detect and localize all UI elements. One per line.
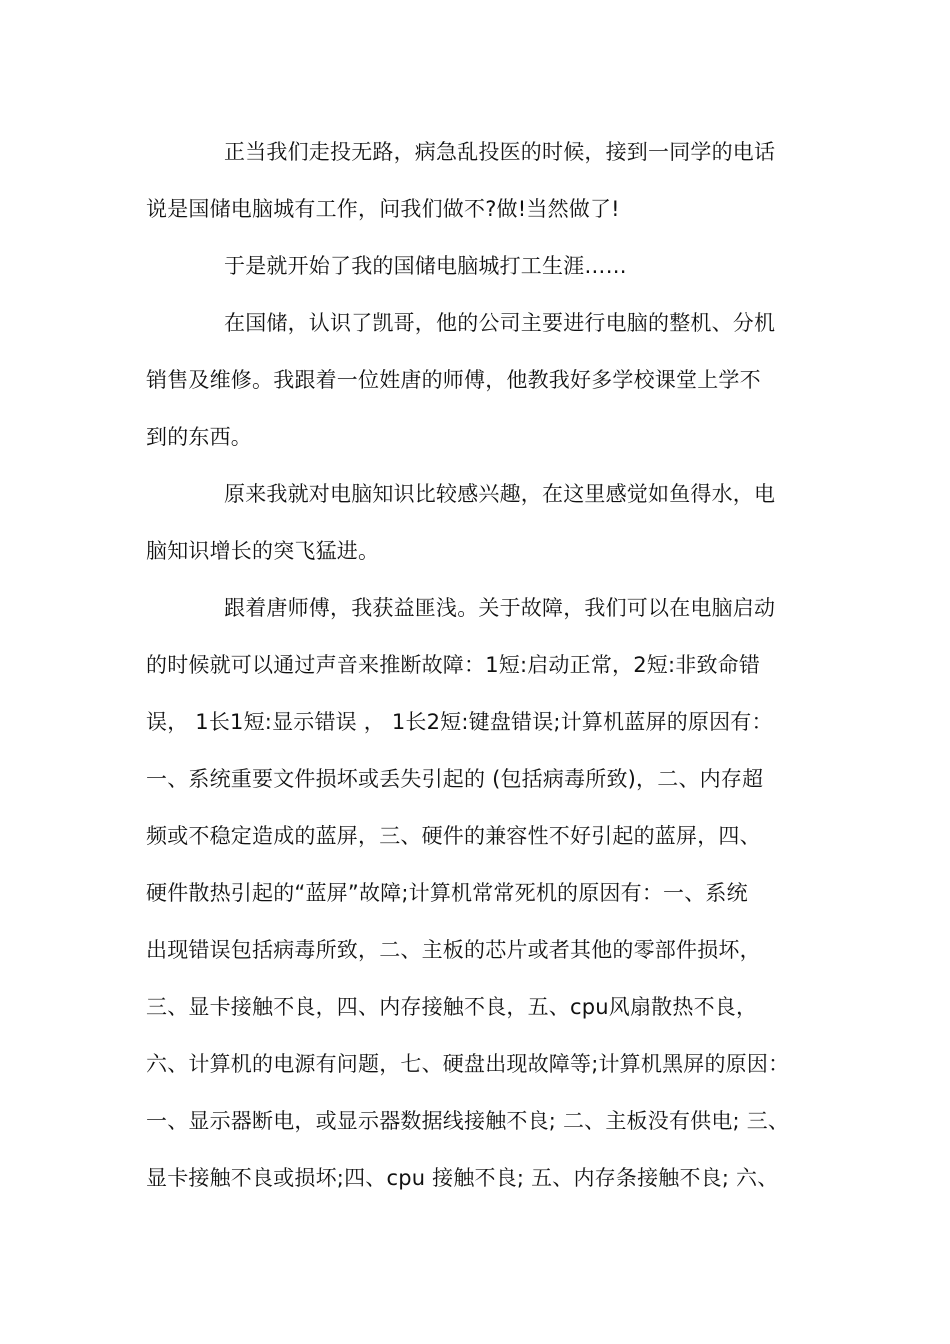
- paragraph-3-line-1: 在国储，认识了凯哥，他的公司主要进行电脑的整机、分机: [224, 311, 776, 335]
- paragraph-5-line-10: 一、显示器断电，或显示器数据线接触不良; 二、主板没有供电; 三、: [146, 1109, 790, 1133]
- paragraph-2-line-1: 于是就开始了我的国储电脑城打工生涯……: [224, 254, 627, 278]
- paragraph-1-line-1: 正当我们走投无路，病急乱投医的时候，接到一同学的电话: [224, 140, 776, 164]
- paragraph-5-line-7: 出现错误包括病毒所致，二、主板的芯片或者其他的零部件损坏，: [146, 938, 761, 962]
- paragraph-4-line-1: 原来我就对电脑知识比较感兴趣，在这里感觉如鱼得水，电: [224, 482, 776, 506]
- paragraph-5-line-9: 六、计算机的电源有问题，七、硬盘出现故障等;计算机黑屏的原因：: [146, 1052, 790, 1076]
- paragraph-5-line-1: 跟着唐师傅，我获益匪浅。关于故障，我们可以在电脑启动: [224, 596, 776, 620]
- paragraph-5-line-8: 三、显卡接触不良，四、内存接触不良，五、cpu风扇散热不良，: [146, 995, 758, 1019]
- paragraph-5-line-2: 的时候就可以通过声音来推断故障：1短:启动正常，2短:非致命错: [146, 653, 761, 677]
- document-body: [146, 124, 818, 1207]
- paragraph-5-line-11: 显卡接触不良或损坏;四、cpu 接触不良; 五、内存条接触不良; 六、: [146, 1166, 779, 1190]
- paragraph-3-line-3: 到的东西。: [146, 425, 252, 449]
- paragraph-5-line-4: 一、系统重要文件损坏或丢失引起的 (包括病毒所致)，二、内存超: [146, 767, 764, 791]
- paragraph-1-line-2: 说是国储电脑城有工作，问我们做不?做!当然做了!: [146, 197, 620, 221]
- paragraph-5-line-5: 频或不稳定造成的蓝屏，三、硬件的兼容性不好引起的蓝屏，四、: [146, 824, 761, 848]
- paragraph-5-line-3: 误， 1长1短:显示错误 ， 1长2短:键盘错误;计算机蓝屏的原因有：: [146, 710, 773, 734]
- paragraph-3-line-2: 销售及维修。我跟着一位姓唐的师傅，他教我好多学校课堂上学不: [146, 368, 761, 392]
- paragraph-4-line-2: 脑知识增长的突飞猛进。: [146, 539, 380, 563]
- paragraph-5-line-6: 硬件散热引起的“蓝屏”故障;计算机常常死机的原因有：一、系统: [146, 881, 748, 905]
